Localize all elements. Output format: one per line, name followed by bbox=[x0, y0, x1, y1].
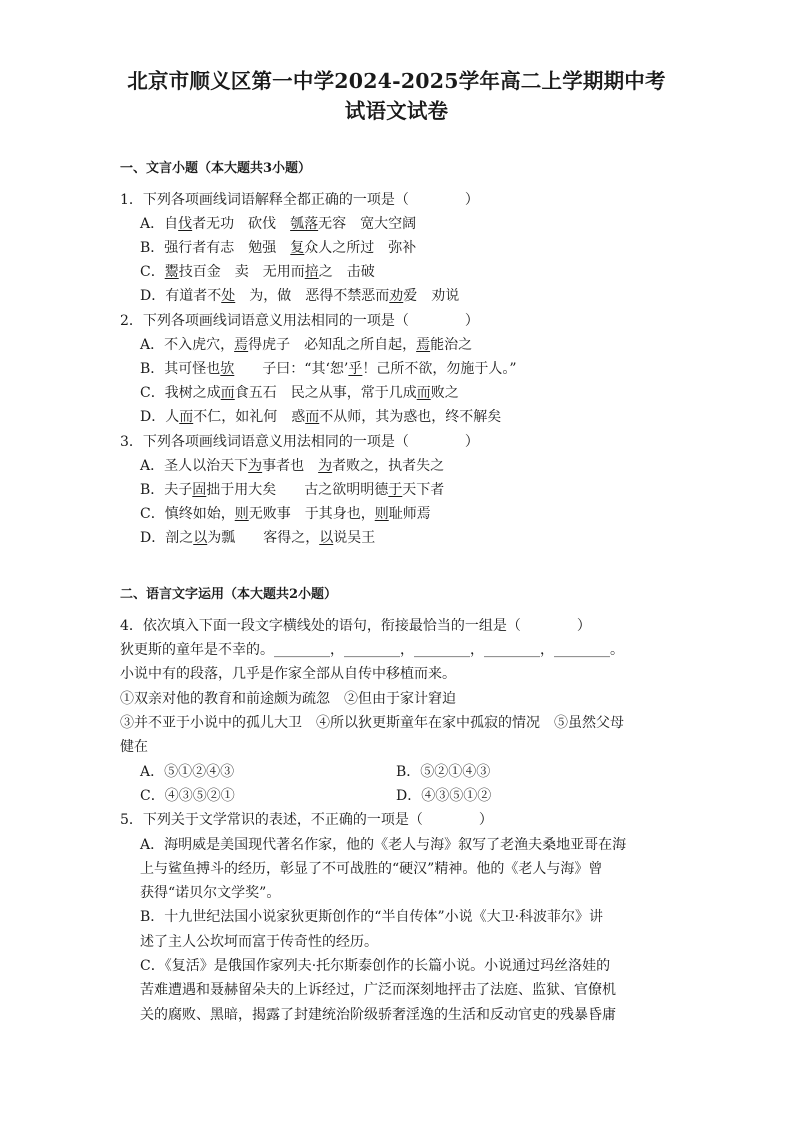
option-text: C．我树之成 bbox=[140, 385, 221, 401]
option-text: 者无功 砍伐 bbox=[192, 216, 291, 232]
question-4-sentences: ③并不亚于小说中的孤儿大卫 ④所以狄更斯童年在家中孤寂的情况 ⑤虽然父母 bbox=[120, 715, 624, 731]
option-text: 无容 宽大空阔 bbox=[318, 216, 417, 232]
question-5-option-c-cont: 关的腐败、黑暗，揭露了封建统治阶级骄奢淫逸的生活和反动官吏的残暴昏庸 bbox=[140, 1007, 616, 1023]
option-text: C．慎终如始， bbox=[140, 506, 235, 522]
option-text: 事者也 bbox=[262, 458, 319, 474]
option-text: D．有道者不 bbox=[140, 288, 222, 304]
option-text: ！己所不欲，勿施于人。” bbox=[362, 361, 517, 377]
option-text: 不仁，如礼何 惑 bbox=[193, 409, 306, 425]
question-3-option-c bbox=[140, 504, 431, 524]
option-text: 不从师，其为惑也，终不解矣 bbox=[319, 409, 502, 425]
question-2-option-b bbox=[140, 359, 517, 379]
underlined-word: 为 bbox=[318, 458, 333, 474]
question-4-passage: 狄更斯的童年是不幸的。________，________，________，________，________。 bbox=[120, 642, 624, 658]
question-5-stem: 5．下列关于文学常识的表述，不正确的一项是（ ） bbox=[120, 812, 493, 828]
option-text: 说吴王 bbox=[333, 530, 376, 546]
option-text: 无败事 于其身也， bbox=[248, 506, 375, 522]
question-5-option-a-cont: 获得“诺贝尔文学奖”。 bbox=[140, 885, 281, 901]
underlined-word: 于 bbox=[388, 482, 403, 498]
question-5-option-c: C．《复活》是俄国作家列夫·托尔斯泰创作的长篇小说。小说通过玛丝洛娃的 bbox=[140, 958, 611, 974]
page-title: 北京市顺义区第一中学2024-2025学年高二上学期期中考 bbox=[127, 69, 666, 93]
option-text: 为瓢 客得之， bbox=[207, 530, 320, 546]
section-heading-classical: 一、文言小题（本大题共3小题） bbox=[120, 161, 312, 176]
underlined-word: 则 bbox=[374, 506, 389, 522]
question-5-option-b-cont: 述了主人公坎坷而富于传奇性的经历。 bbox=[140, 934, 378, 950]
question-1-option-d bbox=[140, 286, 459, 306]
question-4-stem: 4．依次填入下面一段文字横线处的语句，衔接最恰当的一组是（ ） bbox=[120, 618, 591, 634]
option-text: 技百金 卖 无用而 bbox=[178, 264, 305, 280]
underlined-word: 鬻 bbox=[164, 264, 179, 280]
option-text: A．自 bbox=[140, 216, 179, 232]
underlined-word: 而 bbox=[220, 385, 235, 401]
option-text: 者败之，执者失之 bbox=[332, 458, 445, 474]
option-text: 爱 劝说 bbox=[403, 288, 460, 304]
underlined-word: 瓠落 bbox=[290, 216, 319, 232]
option-text: D．人 bbox=[140, 409, 180, 425]
option-text: C． bbox=[140, 264, 165, 280]
option-text: 耻师焉 bbox=[388, 506, 431, 522]
question-2-option-c bbox=[140, 383, 459, 403]
underlined-word: 而 bbox=[416, 385, 431, 401]
question-5-option-c-cont: 苦难遭遇和聂赫留朵夫的上诉经过，广泛而深刻地抨击了法庭、监狱、官僚机 bbox=[140, 982, 616, 998]
question-5-option-a: A．海明威是美国现代著名作家，他的《老人与海》叙写了老渔夫桑地亚哥在海 bbox=[140, 837, 627, 853]
option-text: D．剖之 bbox=[140, 530, 194, 546]
question-4-option-c: C．④③⑤②① bbox=[140, 788, 235, 804]
option-text: 之 击破 bbox=[318, 264, 375, 280]
question-1-option-c bbox=[140, 262, 375, 282]
option-text: 子曰：“其‘恕’ bbox=[234, 361, 349, 377]
option-text: B．夫子 bbox=[140, 482, 193, 498]
option-text: 得虎子 必知乱之所自起， bbox=[248, 337, 417, 353]
question-4-sentences: ①双亲对他的教育和前途颇为疏忽 ②但由于家计窘迫 bbox=[120, 691, 456, 707]
option-text: 败之 bbox=[430, 385, 459, 401]
question-3-option-a bbox=[140, 456, 444, 476]
underlined-word: 处 bbox=[221, 288, 236, 304]
underlined-word: 则 bbox=[234, 506, 249, 522]
underlined-word: 以 bbox=[193, 530, 208, 546]
underlined-word: 欤 bbox=[220, 361, 235, 377]
option-text: B．强行者有志 勉强 bbox=[140, 240, 291, 256]
option-text: A．圣人以治天下 bbox=[140, 458, 249, 474]
option-text: 食五石 民之从事，常于几成 bbox=[234, 385, 417, 401]
question-3-option-b bbox=[140, 480, 444, 500]
question-5-option-b: B．十九世纪法国小说家狄更斯创作的“半自传体”小说《大卫·科波菲尔》讲 bbox=[140, 909, 604, 925]
option-text: 天下者 bbox=[402, 482, 445, 498]
question-4-passage: 小说中有的段落，几乎是作家全部从自传中移植而来。 bbox=[120, 666, 456, 682]
question-1-option-b bbox=[140, 238, 416, 258]
underlined-word: 以 bbox=[319, 530, 334, 546]
underlined-word: 劝 bbox=[389, 288, 404, 304]
option-text: 能治之 bbox=[430, 337, 473, 353]
option-text: 为，做 恶得不禁恶而 bbox=[235, 288, 390, 304]
question-3-stem: 3．下列各项画线词语意义用法相同的一项是（ ） bbox=[120, 434, 479, 450]
question-4-option-b: B．⑤②①④③ bbox=[396, 764, 491, 780]
underlined-word: 乎 bbox=[348, 361, 363, 377]
question-1-stem: 1．下列各项画线词语解释全都正确的一项是（ ） bbox=[120, 192, 479, 208]
option-text: 众人之所过 弥补 bbox=[304, 240, 417, 256]
underlined-word: 焉 bbox=[416, 337, 431, 353]
option-text: B．其可怪也 bbox=[140, 361, 221, 377]
underlined-word: 复 bbox=[290, 240, 305, 256]
question-2-option-a bbox=[140, 335, 472, 355]
page-title-continued: 试语文试卷 bbox=[344, 99, 449, 123]
question-2-option-d bbox=[140, 407, 501, 427]
section-heading-language: 二、语言文字运用（本大题共2小题） bbox=[120, 587, 338, 602]
question-2-stem: 2．下列各项画线词语意义用法相同的一项是（ ） bbox=[120, 313, 479, 329]
underlined-word: 伐 bbox=[178, 216, 193, 232]
underlined-word: 而 bbox=[179, 409, 194, 425]
underlined-word: 焉 bbox=[234, 337, 249, 353]
underlined-word: 掊 bbox=[304, 264, 319, 280]
question-4-option-a: A．⑤①②④③ bbox=[140, 764, 235, 780]
question-1-option-a bbox=[140, 214, 416, 234]
question-5-option-a-cont: 上与鲨鱼搏斗的经历，彰显了不可战胜的“硬汉”精神。他的《老人与海》曾 bbox=[140, 861, 603, 877]
underlined-word: 而 bbox=[305, 409, 320, 425]
question-4-option-d: D．④③⑤①② bbox=[396, 788, 492, 804]
underlined-word: 固 bbox=[192, 482, 207, 498]
question-3-option-d bbox=[140, 528, 375, 548]
option-text: 拙于用大矣 古之欲明明德 bbox=[206, 482, 389, 498]
option-text: A．不入虎穴， bbox=[140, 337, 235, 353]
underlined-word: 为 bbox=[248, 458, 263, 474]
question-4-sentences: 健在 bbox=[120, 739, 148, 755]
